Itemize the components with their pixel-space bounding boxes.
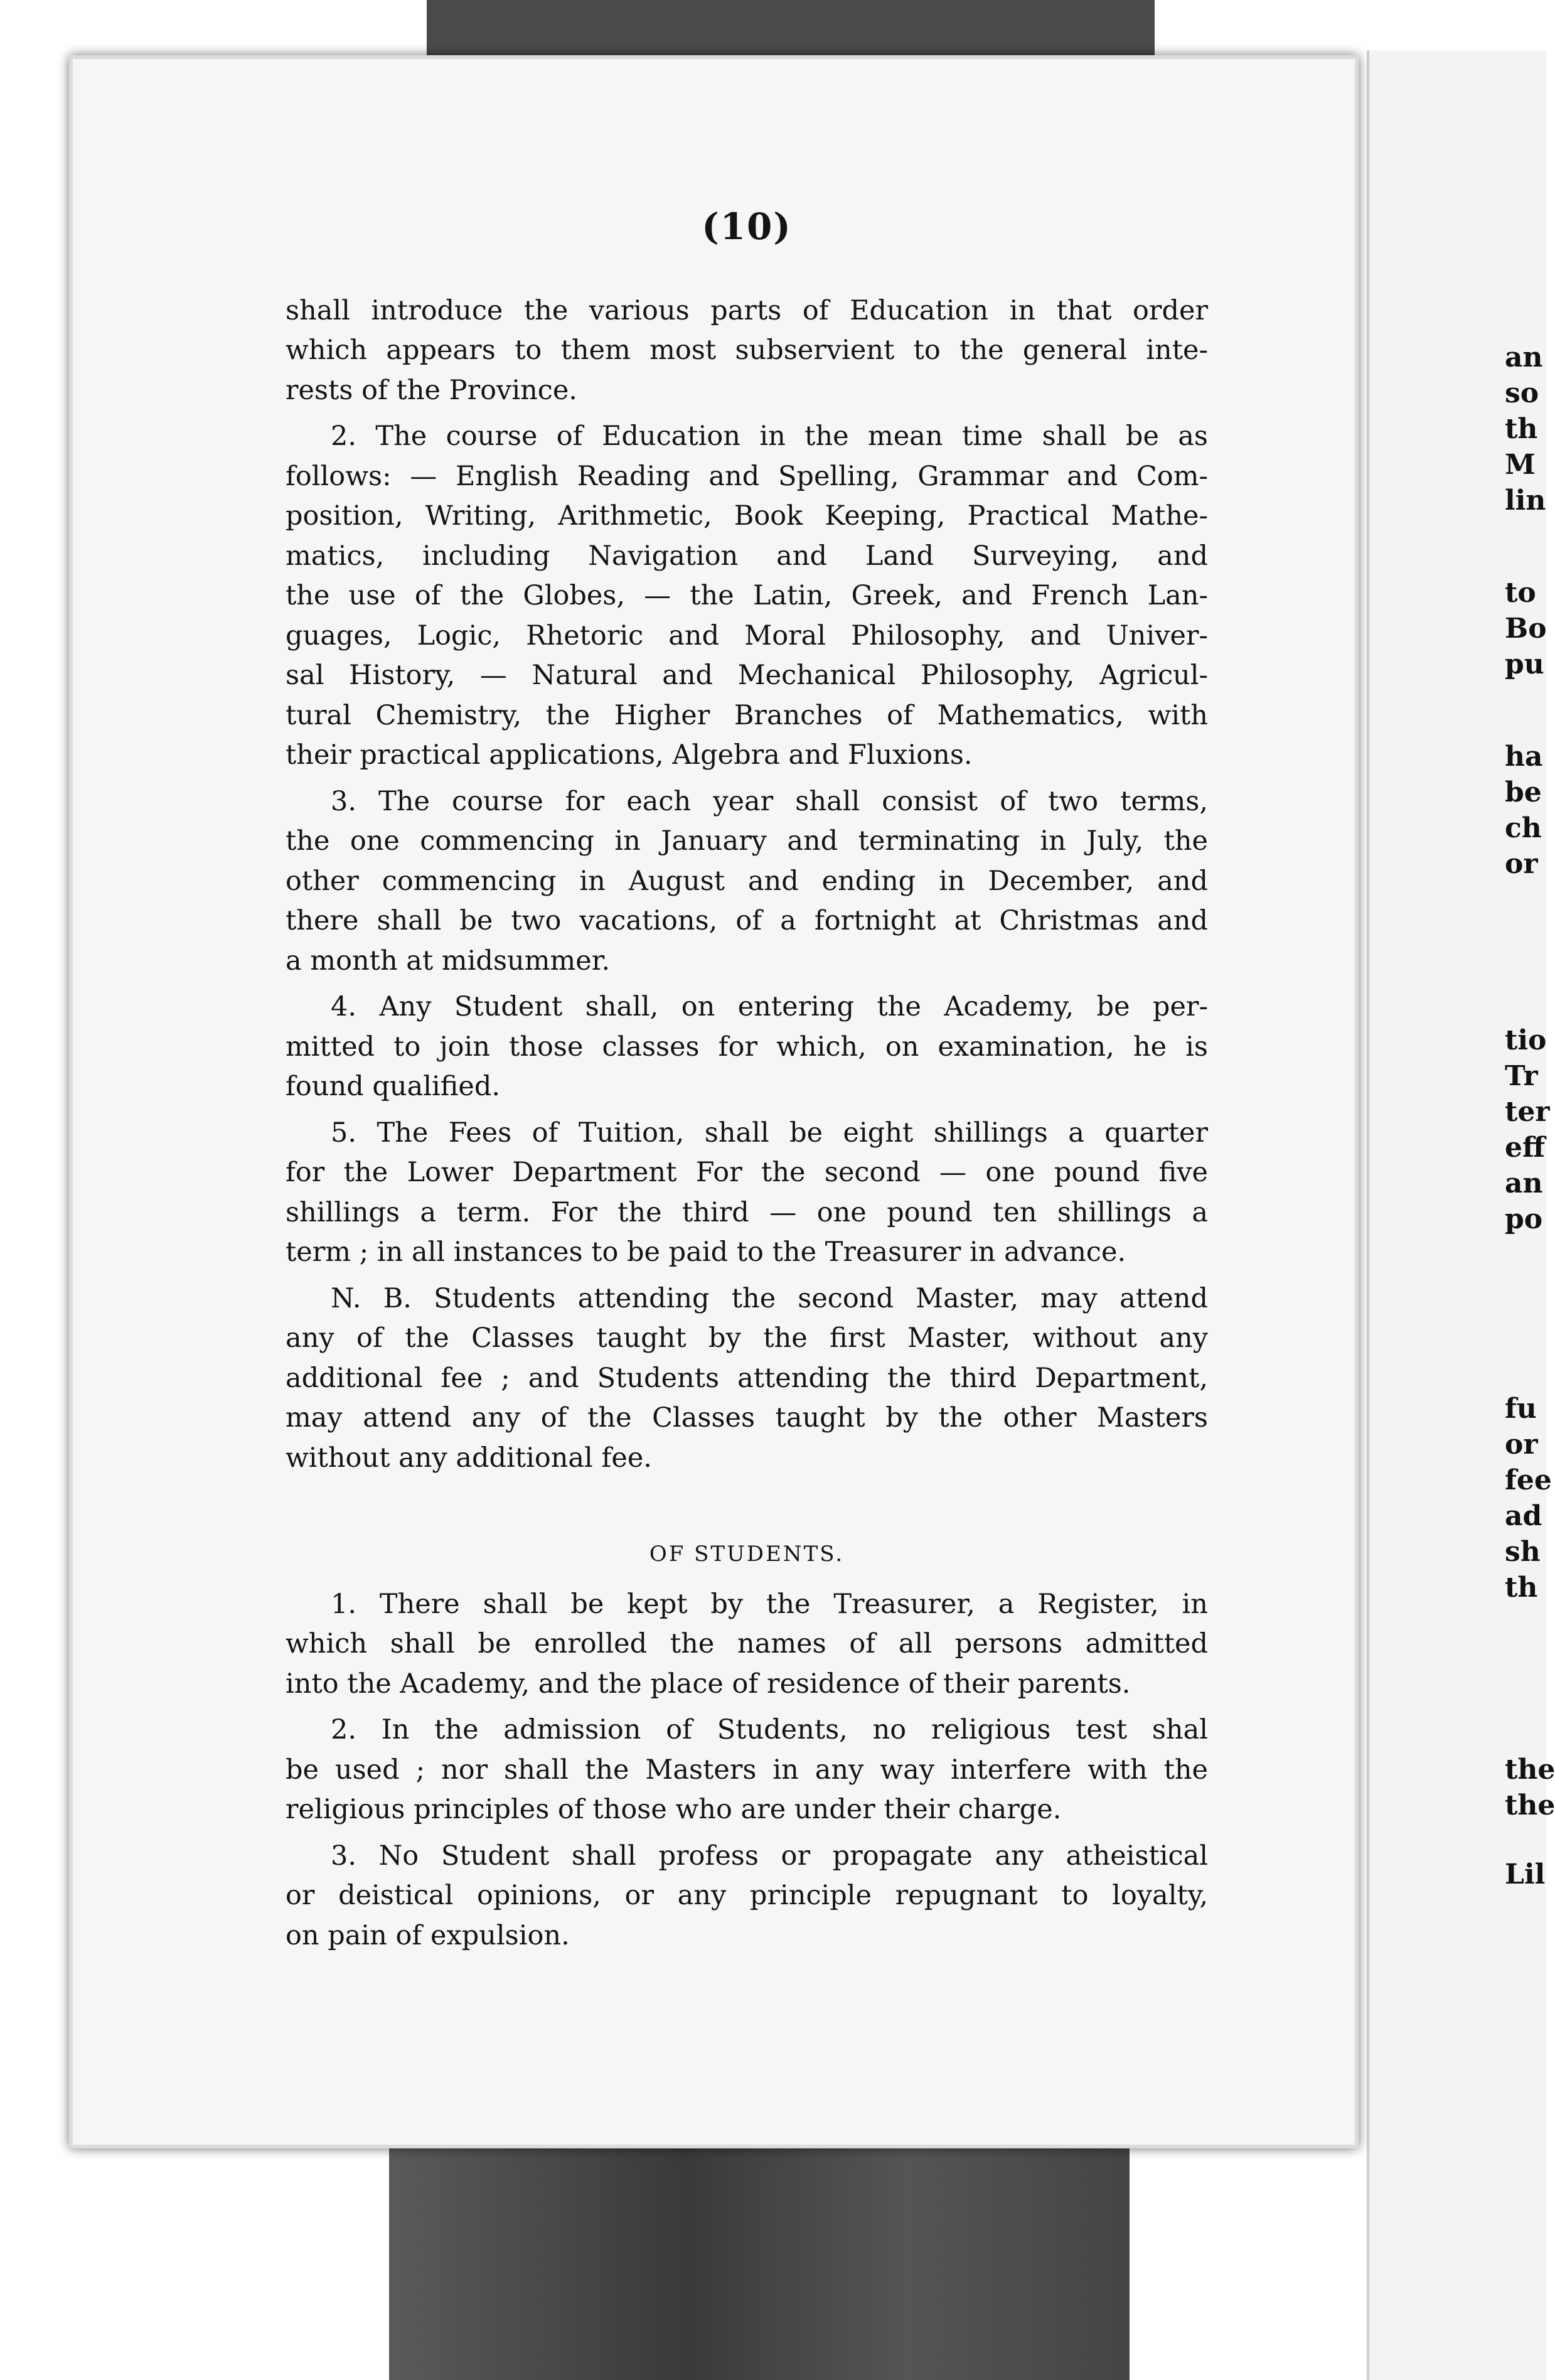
text-line: rests of the Province. (286, 374, 577, 406)
text-line: 4. Any Student shall, on entering the Academy, be per- (331, 991, 1208, 1022)
text-line: found qualified. (286, 1071, 501, 1102)
text-line: which appears to them most subservient to the general inte- (286, 335, 1208, 366)
text-line: there shall be two vacations, of a fortnight at Christmas and (286, 905, 1208, 936)
text-line: into the Academy, and the place of residence of their parents. (286, 1668, 1131, 1700)
facing-page-fragment: Bo (1505, 613, 1547, 645)
text-line: sal History, — Natural and Mechanical Philosophy, Agricul- (286, 660, 1208, 691)
facing-page-fragment: be (1505, 776, 1542, 808)
text-line: be used ; nor shall the Masters in any way interfere with the (286, 1754, 1208, 1786)
text-line: the one commencing in January and terminating in July, the (286, 825, 1208, 857)
text-line: religious principles of those who are under their charge. (286, 1794, 1062, 1825)
facing-page-fragment: to (1505, 577, 1536, 609)
facing-page-fragment: tio (1505, 1024, 1547, 1056)
text-line: or deistical opinions, or any principle repugnant to loyalty, (286, 1880, 1208, 1911)
paragraph-intro (286, 291, 1208, 411)
text-line: on pain of expulsion. (286, 1919, 570, 1951)
scan-background-bottom (389, 2147, 1130, 2380)
paragraph-s3 (286, 1836, 1208, 1956)
text-line: 3. No Student shall profess or propagate any atheistical (331, 1840, 1208, 1872)
section-heading: OF STUDENTS. (649, 1541, 845, 1567)
facing-page-fragment: M (1505, 449, 1536, 481)
text-line: additional fee ; and Students attending the third Department, (286, 1362, 1208, 1394)
facing-page-fragment: fee (1505, 1464, 1552, 1496)
text-line: tural Chemistry, the Higher Branches of Mathematics, with (286, 699, 1208, 731)
facing-page-fragment: so (1505, 377, 1539, 409)
facing-page-fragment: ter (1505, 1096, 1550, 1128)
paragraph-s1 (286, 1585, 1208, 1705)
text-line: 2. In the admission of Students, no religious test shal (331, 1714, 1208, 1745)
paragraph-s2 (286, 1710, 1208, 1830)
text-line: term ; in all instances to be paid to the Treasurer in advance. (286, 1236, 1126, 1268)
facing-page-fragment: Lil (1505, 1858, 1546, 1890)
text-line: other commencing in August and ending in December, and (286, 865, 1208, 897)
text-line: may attend any of the Classes taught by the other Masters (286, 1402, 1208, 1434)
facing-page-fragment: ha (1505, 741, 1543, 773)
text-line: 2. The course of Education in the mean time shall be as (331, 421, 1208, 452)
facing-page-fragment: an (1505, 1167, 1543, 1199)
facing-page-fragment: an (1505, 341, 1543, 373)
text-line: any of the Classes taught by the first Master, without any (286, 1322, 1208, 1354)
text-line: position, Writing, Arithmetic, Book Keeping, Practical Mathe- (286, 500, 1208, 532)
facing-page-fragment: or (1505, 1429, 1538, 1461)
text-line: a month at midsummer. (286, 945, 611, 977)
text-line: without any additional fee. (286, 1442, 652, 1474)
text-line: follows: — English Reading and Spelling, Grammar and Com- (286, 460, 1208, 492)
facing-page-fragment: th (1505, 413, 1538, 445)
text-line: for the Lower Department For the second — one pound five (286, 1157, 1208, 1188)
facing-page-fragment: lin (1505, 485, 1546, 517)
text-line: the use of the Globes, — the Latin, Greek, and French Lan- (286, 580, 1208, 611)
paragraph-p4 (286, 987, 1208, 1107)
text-line: mitted to join those classes for which, on examination, he is (286, 1031, 1208, 1063)
scan-left-margin (0, 0, 69, 2380)
paragraph-nb (286, 1279, 1208, 1479)
text-line: their practical applications, Algebra and Fluxions. (286, 739, 973, 771)
facing-page-fragment: Tr (1505, 1060, 1538, 1092)
facing-page-fragment: the (1505, 1789, 1555, 1821)
text-line: N. B. Students attending the second Master, may attend (331, 1282, 1208, 1314)
facing-page-fragment: po (1505, 1203, 1543, 1235)
text-line: 5. The Fees of Tuition, shall be eight shillings a quarter (331, 1117, 1208, 1149)
text-line: shall introduce the various parts of Education in that order (286, 294, 1208, 326)
facing-page-fragment: pu (1505, 648, 1544, 680)
facing-page-fragment: the (1505, 1754, 1555, 1786)
text-line: guages, Logic, Rhetoric and Moral Philosophy, and Univer- (286, 619, 1208, 651)
page-number: (10) (702, 205, 792, 248)
paragraph-p3 (286, 782, 1208, 982)
text-line: which shall be enrolled the names of all persons admitted (286, 1628, 1208, 1659)
student-paragraphs (286, 1585, 1208, 1956)
main-paragraphs (286, 291, 1208, 1479)
facing-page-fragment: th (1505, 1572, 1538, 1604)
text-line: matics, including Navigation and Land Surveying, and (286, 540, 1208, 572)
text-line: 3. The course for each year shall consist of two terms, (331, 785, 1208, 817)
paragraph-p5 (286, 1113, 1208, 1273)
paragraph-p2 (286, 417, 1208, 776)
facing-page-fragment: eff (1505, 1132, 1546, 1164)
page-text (286, 207, 1208, 1962)
facing-page-fragment: sh (1505, 1536, 1541, 1568)
facing-page-fragment: ch (1505, 812, 1542, 844)
facing-page-fragment: or (1505, 848, 1538, 880)
facing-page-fragment: ad (1505, 1500, 1542, 1532)
facing-page-fragment: fu (1505, 1393, 1537, 1425)
text-line: 1. There shall be kept by the Treasurer, a Register, in (331, 1588, 1208, 1620)
text-line: shillings a term. For the third — one pound ten shillings a (286, 1196, 1208, 1228)
